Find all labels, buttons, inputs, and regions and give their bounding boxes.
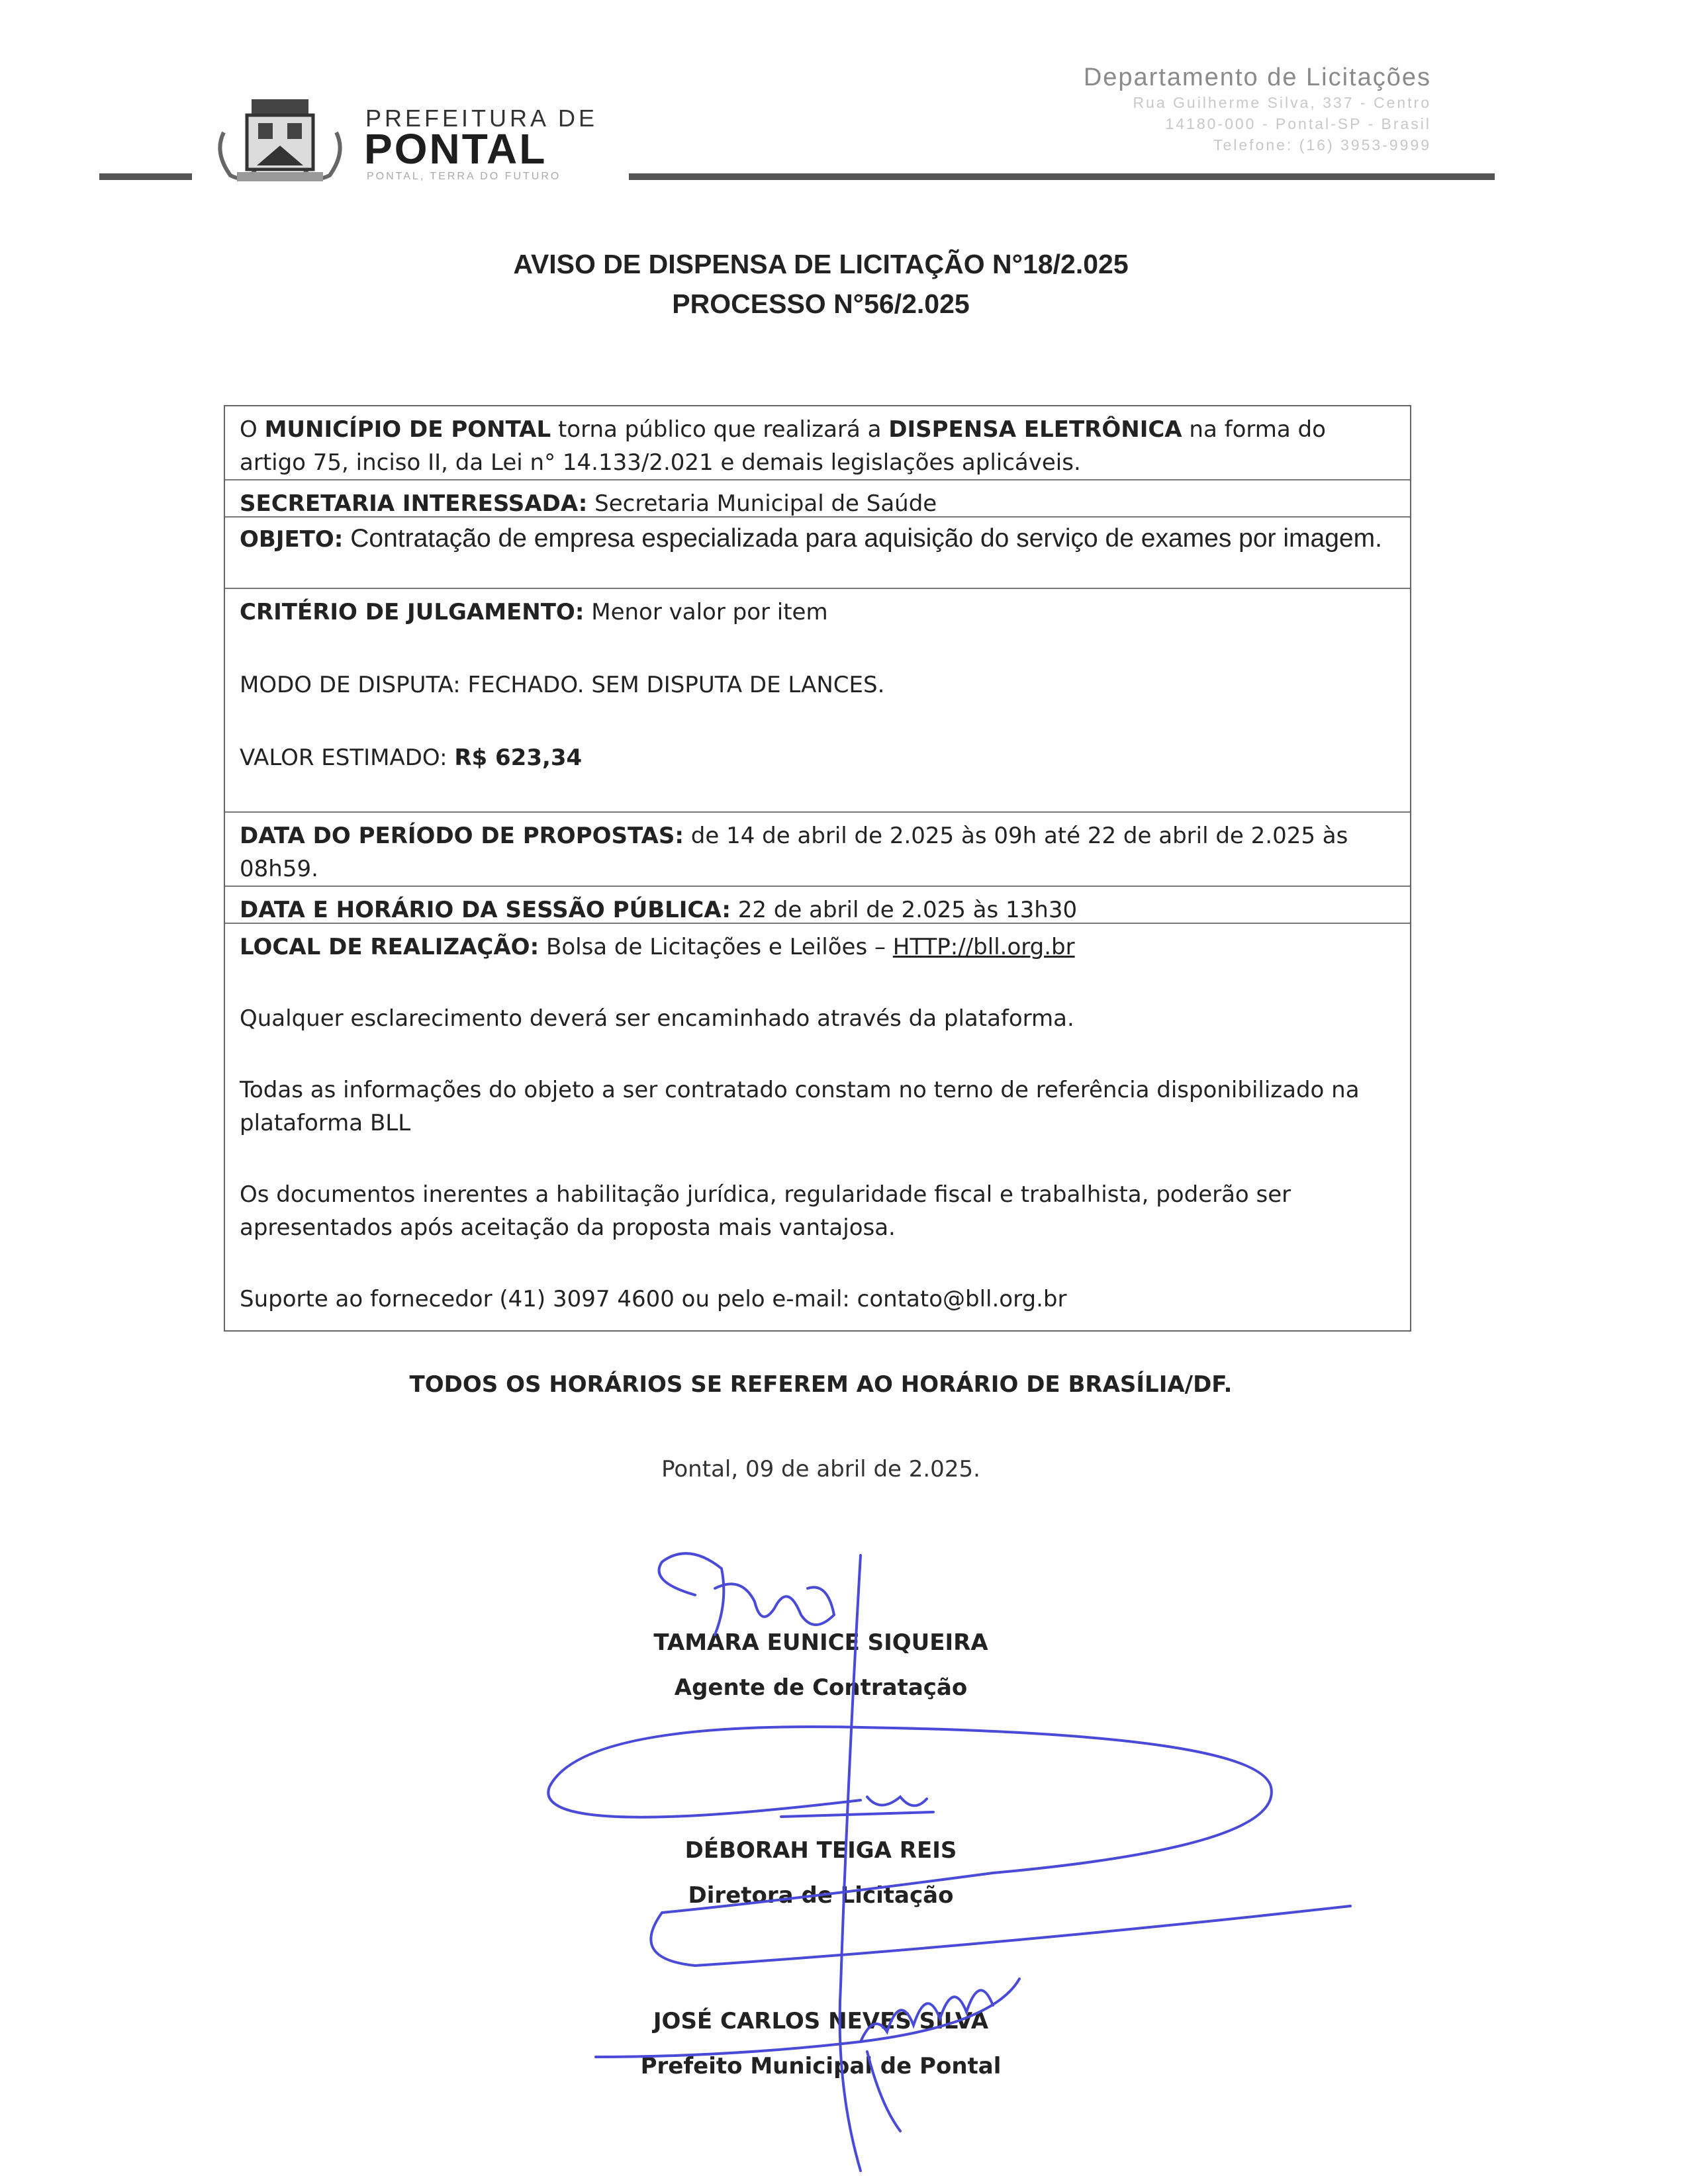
notice-box — [224, 405, 1411, 1332]
header-prefeitura: PREFEITURA DE — [365, 105, 598, 132]
sessao-label: DATA E HORÁRIO DA SESSÃO PÚBLICA: — [240, 897, 731, 923]
intro-text-3: na forma do artigo 75, inciso II, da Lei n° 14.133/2.021 e demais legislações aplicáveis. — [240, 416, 1326, 476]
objeto-value: Contratação de empresa especializada para aquisição do serviço de exames por imagem. — [343, 524, 1382, 553]
header-pontal: PONTAL — [364, 125, 547, 173]
suporte-text: Suporte ao fornecedor (41) 3097 4600 ou pelo e-mail: contato@bll.org.br — [240, 1286, 1067, 1312]
intro-municipio: MUNICÍPIO DE PONTAL — [264, 416, 551, 443]
department-address: Rua Guilherme Silva, 337 - Centro — [1133, 94, 1431, 111]
timezone-note: TODOS OS HORÁRIOS SE REFEREM AO HORÁRIO DE BRASÍLIA/DF. — [409, 1371, 1233, 1398]
header-rule-left — [99, 173, 192, 180]
valor-value: R$ 623,34 — [454, 745, 583, 771]
intro-cell — [225, 406, 1410, 480]
department-phone: Telefone: (16) 3953-9999 — [1213, 136, 1431, 154]
header-motto: PONTAL, TERRA DO FUTURO — [367, 171, 561, 182]
modo-disputa — [240, 668, 1395, 702]
objeto-label: OBJETO: — [240, 526, 344, 553]
signature-tamara — [659, 1553, 834, 1635]
intro-dispensa: DISPENSA ELETRÔNICA — [888, 416, 1182, 443]
signer-2-name: DÉBORAH TEIGA REIS — [684, 1837, 957, 1864]
informacoes-text: Todas as informações do objeto a ser contratado constam no terno de referência disponibilizado na plataforma BLL — [240, 1077, 1360, 1136]
process-number: PROCESSO N°56/2.025 — [672, 289, 970, 319]
municipal-crest-icon — [211, 93, 350, 192]
valor-label: VALOR ESTIMADO: — [240, 745, 455, 771]
periodo-label: DATA DO PERÍODO DE PROPOSTAS: — [240, 823, 684, 849]
local-label: LOCAL DE REALIZAÇÃO: — [240, 934, 539, 960]
objeto-cell — [225, 518, 1410, 589]
department-city: 14180-000 - Pontal-SP - Brasil — [1165, 115, 1431, 132]
modo-text: MODO DE DISPUTA: FECHADO. SEM DISPUTA DE LANCES. — [240, 672, 885, 698]
department-title: Departamento de Licitações — [1083, 64, 1431, 91]
secretaria-cell — [225, 480, 1410, 518]
local-value: Bolsa de Licitações e Leilões – — [539, 934, 893, 960]
header-rule-right — [629, 173, 1495, 180]
esclarecimento-text: Qualquer esclarecimento deverá ser encaminhado através da plataforma. — [240, 1005, 1074, 1032]
signer-3-name: JOSÉ CARLOS NEVES SILVA — [653, 2008, 989, 2034]
department-block — [1084, 64, 1431, 156]
sessao-value: 22 de abril de 2.025 às 13h30 — [730, 897, 1078, 923]
secretaria-label: SECRETARIA INTERESSADA: — [240, 490, 588, 517]
criterio-value: Menor valor por item — [584, 599, 828, 625]
intro-text-1: O — [240, 416, 265, 443]
secretaria-value: Secretaria Municipal de Saúde — [587, 490, 937, 517]
criterio-cell — [225, 589, 1410, 813]
sessao-cell — [225, 887, 1410, 924]
signer-2-role: Diretora de Licitação — [688, 1882, 954, 1909]
periodo-value: de 14 de abril de 2.025 às 09h até 22 de abril de 2.025 às 08h59. — [240, 823, 1348, 882]
local-cell — [225, 924, 1410, 1330]
bll-link[interactable]: HTTP://bll.org.br — [892, 934, 1075, 960]
documentos-text: Os documentos inerentes a habilitação jurídica, regularidade fiscal e trabalhista, poderão ser apresentados após aceitação da proposta mais vantajosa. — [240, 1181, 1291, 1241]
date-place: Pontal, 09 de abril de 2.025. — [661, 1456, 980, 1482]
intro-text-2: torna público que realizará a — [551, 416, 889, 443]
document-title: AVISO DE DISPENSA DE LICITAÇÃO N°18/2.025 — [513, 249, 1129, 279]
criterio-label: CRITÉRIO DE JULGAMENTO: — [240, 599, 585, 625]
signer-1-name: TAMARA EUNICE SIQUEIRA — [653, 1629, 988, 1656]
signer-3-role: Prefeito Municipal de Pontal — [640, 2053, 1002, 2079]
periodo-cell — [225, 813, 1410, 887]
signer-1-role: Agente de Contratação — [674, 1674, 968, 1701]
